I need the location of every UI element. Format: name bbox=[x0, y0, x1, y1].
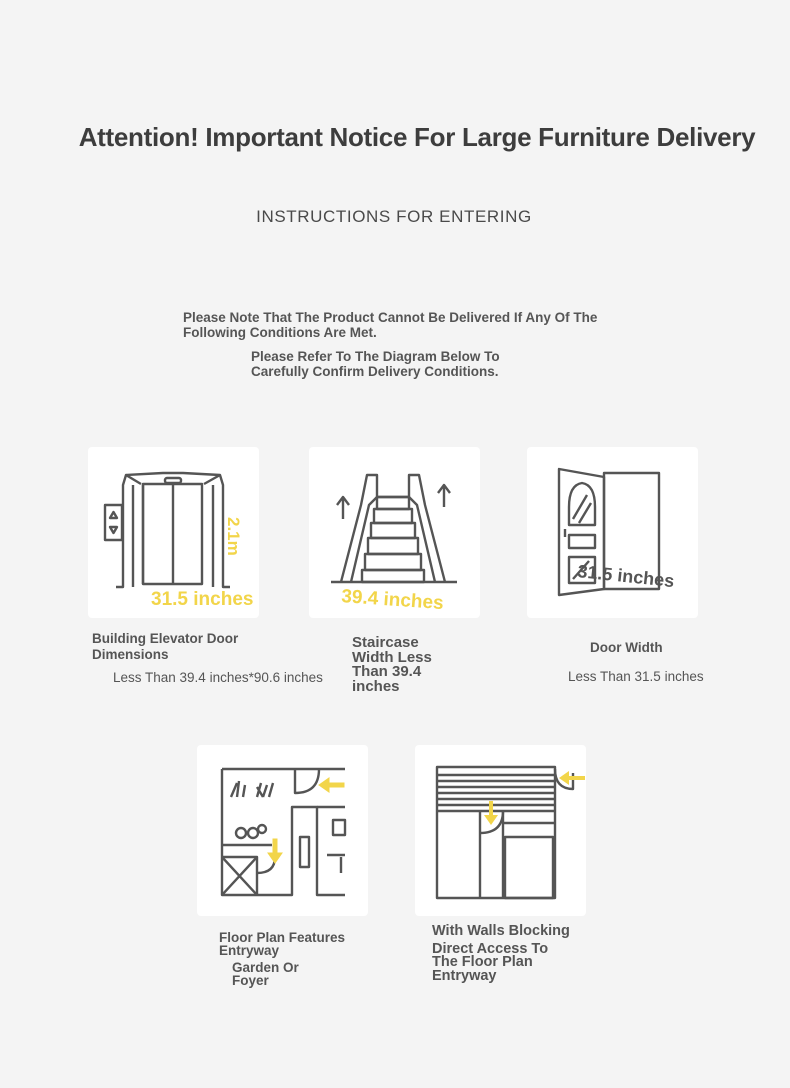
notice-text-2 bbox=[251, 349, 500, 379]
elevator-condition: Less Than 39.4 inches*90.6 inches bbox=[113, 670, 323, 685]
label-line: Building Elevator Door bbox=[92, 631, 239, 646]
elevator-icon bbox=[88, 447, 259, 618]
door-label: Door Width bbox=[590, 640, 663, 655]
walls-card bbox=[415, 745, 586, 916]
floor-plan-icon bbox=[197, 745, 368, 916]
label-line: Direct Access To bbox=[432, 940, 549, 957]
label-line: Staircase bbox=[352, 634, 419, 651]
elevator-width-dim: 31.5 inches bbox=[151, 589, 254, 610]
elevator-label bbox=[92, 631, 238, 663]
label-line: Garden Or bbox=[232, 960, 299, 975]
door-condition: Less Than 31.5 inches bbox=[568, 669, 704, 684]
staircase-label bbox=[352, 636, 452, 694]
door-icon bbox=[527, 447, 698, 618]
elevator-card bbox=[88, 447, 259, 618]
floorplan-label-2 bbox=[232, 961, 299, 987]
label-line: Than 39.4 bbox=[352, 663, 422, 680]
notice-line: Following Conditions Are Met. bbox=[183, 325, 377, 340]
label-line: Foyer bbox=[232, 973, 269, 988]
notice-line: Please Note That The Product Cannot Be Delivered If Any Of The bbox=[183, 310, 598, 325]
label-line: Width Less bbox=[352, 648, 432, 666]
label-line: With Walls Blocking bbox=[432, 923, 570, 939]
page-title: Attention! Important Notice For Large Furniture Delivery bbox=[78, 122, 756, 152]
label-line: Floor Plan Features bbox=[219, 930, 346, 945]
floorplan-label bbox=[219, 931, 345, 957]
page-subtitle: INSTRUCTIONS FOR ENTERING bbox=[256, 207, 532, 226]
label-line: The Floor Plan bbox=[432, 954, 533, 970]
notice-line: Carefully Confirm Delivery Conditions. bbox=[251, 364, 499, 379]
walls-icon bbox=[415, 745, 586, 916]
label-line: Entryway bbox=[432, 967, 497, 984]
label-line: Entryway bbox=[219, 943, 280, 958]
walls-label bbox=[432, 925, 570, 983]
notice-text-1 bbox=[183, 310, 597, 340]
staircase-icon bbox=[309, 447, 480, 618]
elevator-height-dim: 2.1m bbox=[224, 517, 243, 556]
staircase-width-dim: 39.4 inches bbox=[340, 586, 445, 615]
staircase-card bbox=[309, 447, 480, 618]
label-line: inches bbox=[352, 677, 400, 695]
floorplan-card bbox=[197, 745, 368, 916]
door-card bbox=[527, 447, 698, 618]
notice-line: Please Refer To The Diagram Below To bbox=[251, 349, 500, 364]
label-line: Dimensions bbox=[92, 647, 169, 662]
door-width-dim: 31.5 inches bbox=[576, 561, 676, 592]
